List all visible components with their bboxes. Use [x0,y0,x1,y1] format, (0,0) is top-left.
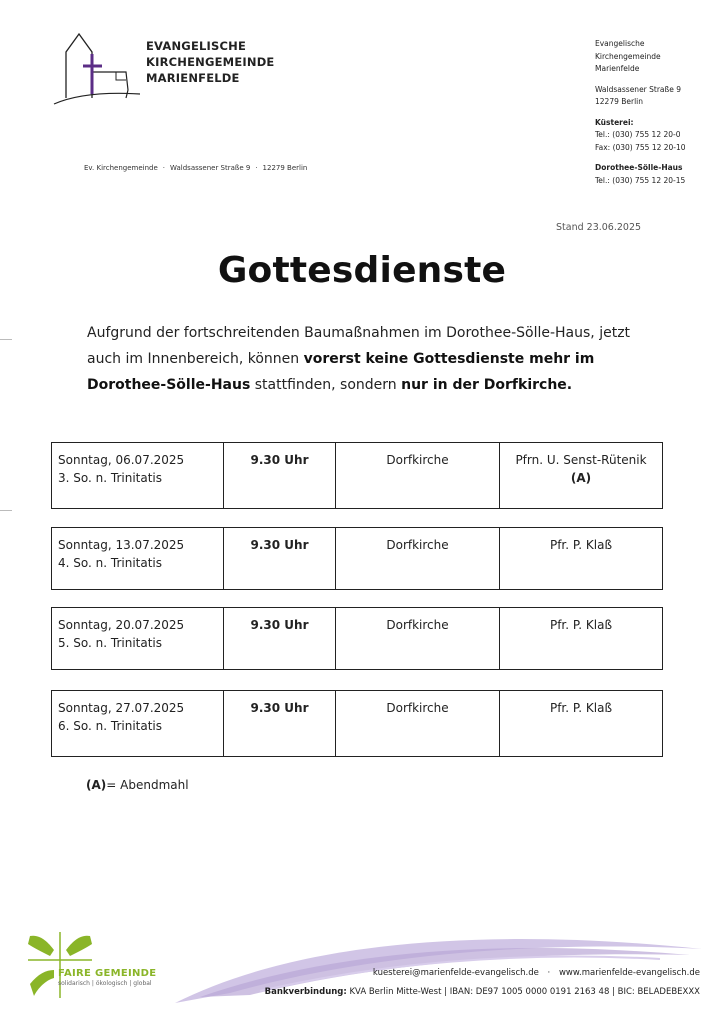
org-name-line: MARIENFELDE [146,71,240,85]
kuesterei-label: Küsterei: [595,117,634,127]
service-date: Sonntag, 27.07.2025 [58,701,185,715]
sender-org: Ev. Kirchengemeinde [84,164,158,172]
edge-mark [0,339,12,340]
service-row [51,442,663,509]
faire-gemeinde-tagline: solidarisch | ökologisch | global [58,980,152,987]
sender-city: 12279 Berlin [262,164,308,172]
service-time: 9.30 Uhr [224,608,336,669]
contact-org-line: Kirchengemeinde [595,51,661,61]
service-pastor: Pfr. P. Klaß [549,618,613,632]
separator: · [162,164,166,172]
service-row [51,527,663,590]
contact-org-line: Marienfelde [595,64,640,73]
service-date: Sonntag, 20.07.2025 [58,618,185,632]
service-pastor: Pfr. P. Klaß [549,701,613,715]
service-date-cell [52,608,224,669]
service-date-cell [52,443,224,508]
intro-paragraph [87,320,667,398]
service-sunday: 5. So. n. Trinitatis [58,636,162,650]
stand-date: Stand 23.06.2025 [556,222,642,233]
sender-street: Waldsassener Straße 9 [170,164,251,172]
service-time: 9.30 Uhr [224,443,336,508]
service-sunday: 3. So. n. Trinitatis [58,471,162,485]
service-place: Dorfkirche [336,528,500,589]
footer-contact [373,968,700,978]
service-pastor-cell [500,443,662,508]
service-place: Dorfkirche [336,691,500,756]
legend-text: = Abendmahl [106,778,189,792]
dsh-phone: Tel.: (030) 755 12 20-15 [595,175,686,185]
separator: · [255,164,258,172]
service-place: Dorfkirche [336,443,500,508]
kuesterei-phone: Tel.: (030) 755 12 20-0 [595,130,681,139]
intro-text: stattfinden, sondern [250,377,402,393]
service-sunday: 4. So. n. Trinitatis [58,556,162,570]
faire-gemeinde-logo-icon [24,930,96,1002]
legend [86,778,189,792]
footer-email[interactable]: kuesterei@marienfelde-evangelisch.de [372,968,539,978]
service-date-cell [52,528,224,589]
service-time: 9.30 Uhr [224,528,336,589]
church-logo-icon [52,30,142,106]
kuesterei-fax: Fax: (030) 755 12 20-10 [595,142,686,152]
service-place: Dorfkirche [336,608,500,669]
footer-website[interactable]: www.marienfelde-evangelisch.de [558,968,700,978]
sender-line [84,164,307,172]
service-row [51,607,663,670]
org-name-line: EVANGELISCHE [146,39,247,53]
brush-swoosh-decoration [0,905,724,1015]
contact-org-line: Evangelische [595,39,645,48]
separator: · [547,968,551,978]
bank-label: Bankverbindung: [264,987,347,997]
faire-gemeinde-name: FAIRE GEMEINDE [58,968,157,979]
service-date-cell [52,691,224,756]
service-time: 9.30 Uhr [224,691,336,756]
service-pastor: Pfr. P. Klaß [549,538,613,552]
org-name [146,38,275,86]
service-date: Sonntag, 06.07.2025 [58,453,185,467]
intro-emphasis: nur in der Dorfkirche. [401,377,573,393]
contact-street: Waldsassener Straße 9 [595,84,682,94]
bank-details: KVA Berlin Mitte-West | IBAN: DE97 1005 0000 0191 2163 48 | BIC: BELADEBEXXX [349,987,700,997]
contact-city: 12279 Berlin [595,97,644,106]
service-communion-note: (A) [570,471,592,485]
dsh-label: Dorothee-Sölle-Haus [595,163,683,172]
intro-emphasis: vorerst keine Gottesdienste mehr im Dorothee-Sölle-Haus [87,351,595,393]
contact-block [595,38,720,195]
faire-gemeinde-label [58,968,156,987]
legend-key: (A) [86,778,107,792]
footer-bank [265,987,700,997]
intro-text: Aufgrund der fortschreitenden Baumaßnahmen im Dorothee-Sölle-Haus, jetzt auch im Innenbereich, können [87,325,631,367]
edge-mark [0,510,12,511]
service-row [51,690,663,757]
page-title: Gottesdienste [217,250,507,291]
service-sunday: 6. So. n. Trinitatis [58,719,162,733]
service-date: Sonntag, 13.07.2025 [58,538,185,552]
service-pastor: Pfrn. U. Senst-Rütenik [515,453,647,467]
org-name-line: KIRCHENGEMEINDE [146,55,275,69]
